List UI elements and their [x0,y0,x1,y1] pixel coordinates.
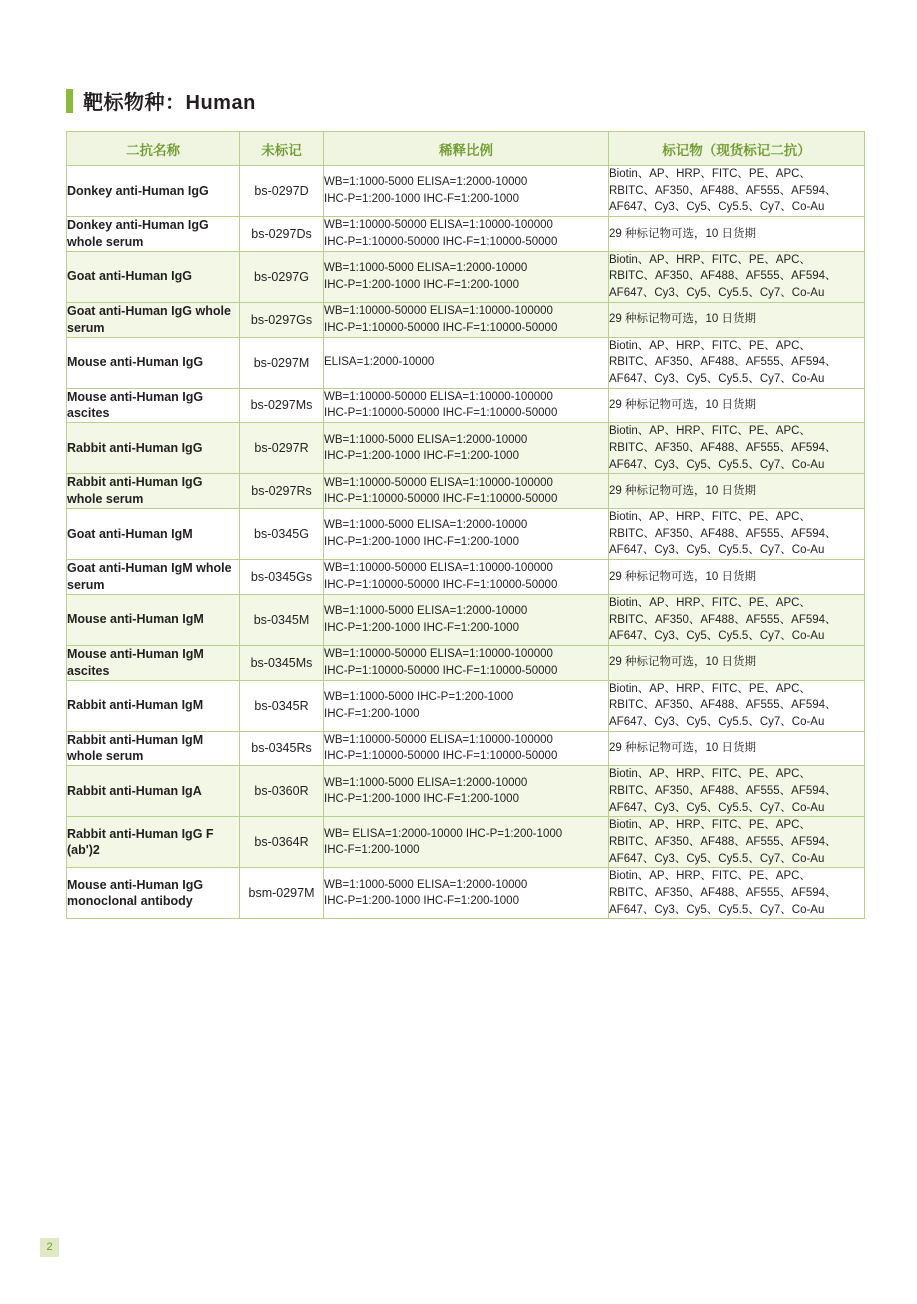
conjugate-line: RBITC、AF350、AF488、AF555、AF594、 [609,527,837,540]
cell-conjugate-label [609,560,865,595]
cell-conjugate-label [609,251,865,302]
table-row [67,560,865,595]
cell-catalog-code: bs-0345Ms [240,645,324,680]
table-row [67,868,865,919]
table-row [67,731,865,766]
conjugate-line: 29 种标记物可选，10 日货期 [609,313,756,326]
conjugate-line: Biotin、AP、HRP、FITC、PE、APC、 [609,819,811,832]
conjugate-line: 29 种标记物可选，10 日货期 [609,742,756,755]
table-row [67,217,865,252]
table-row [67,302,865,337]
conjugate-line: RBITC、AF350、AF488、AF555、AF594、 [609,887,837,900]
cell-antibody-name: Goat anti-Human IgG [67,251,240,302]
conjugate-line: 29 种标记物可选，10 日货期 [609,570,756,583]
cell-dilution [324,217,609,252]
conjugate-line: 29 种标记物可选，10 日货期 [609,484,756,497]
cell-dilution [324,594,609,645]
cell-dilution [324,509,609,560]
conjugate-line: Biotin、AP、HRP、FITC、PE、APC、 [609,168,811,180]
cell-conjugate-label [609,388,865,423]
dilution-line: WB=1:10000-50000 ELISA=1:10000-100000 [324,648,553,661]
dilution-line: WB=1:10000-50000 ELISA=1:10000-100000 [324,562,553,575]
conjugate-line: Biotin、AP、HRP、FITC、PE、APC、 [609,511,811,524]
dilution-line: WB=1:1000-5000 ELISA=1:2000-10000 [324,262,528,275]
cell-conjugate-label [609,166,865,217]
conjugate-line: Biotin、AP、HRP、FITC、PE、APC、 [609,425,811,438]
cell-dilution [324,868,609,919]
conjugate-line: RBITC、AF350、AF488、AF555、AF594、 [609,785,837,798]
cell-catalog-code: bs-0297Ds [240,217,324,252]
conjugate-line: AF647、Cy3、Cy5、Cy5.5、Cy7、Co-Au [609,630,825,643]
cell-catalog-code: bs-0297Gs [240,302,324,337]
conjugate-line: AF647、Cy3、Cy5、Cy5.5、Cy7、Co-Au [609,801,825,814]
cell-catalog-code: bs-0345Gs [240,560,324,595]
dilution-line: IHC-P=1:10000-50000 IHC-F=1:10000-50000 [324,578,558,591]
cell-antibody-name: Mouse anti-Human IgG ascites [67,388,240,423]
conjugate-line: RBITC、AF350、AF488、AF555、AF594、 [609,184,837,197]
column-header-name: 二抗名称 [67,132,240,166]
cell-dilution [324,302,609,337]
dilution-line: WB=1:1000-5000 ELISA=1:2000-10000 [324,176,528,189]
cell-conjugate-label [609,680,865,731]
conjugate-line: AF647、Cy3、Cy5、Cy5.5、Cy7、Co-Au [609,852,825,865]
conjugate-line: AF647、Cy3、Cy5、Cy5.5、Cy7、Co-Au [609,715,825,728]
cell-catalog-code: bs-0364R [240,817,324,868]
dilution-line: IHC-P=1:10000-50000 IHC-F=1:10000-50000 [324,750,558,763]
cell-catalog-code: bs-0297M [240,337,324,388]
table-row [67,645,865,680]
conjugate-line: Biotin、AP、HRP、FITC、PE、APC、 [609,682,811,695]
cell-antibody-name: Rabbit anti-Human IgM whole serum [67,731,240,766]
dilution-line: IHC-F=1:200-1000 [324,844,420,857]
dilution-line: ELISA=1:2000-10000 [324,356,435,369]
dilution-line: IHC-P=1:10000-50000 IHC-F=1:10000-50000 [324,321,558,334]
dilution-line: IHC-P=1:200-1000 IHC-F=1:200-1000 [324,536,519,549]
dilution-line: IHC-P=1:200-1000 IHC-F=1:200-1000 [324,793,519,806]
cell-catalog-code: bs-0345M [240,594,324,645]
column-header-code: 未标记 [240,132,324,166]
cell-catalog-code: bs-0297R [240,423,324,474]
cell-antibody-name: Donkey anti-Human IgG [67,166,240,217]
table-header-row [67,132,865,166]
conjugate-line: AF647、Cy3、Cy5、Cy5.5、Cy7、Co-Au [609,544,825,557]
cell-catalog-code: bs-0297D [240,166,324,217]
conjugate-line: 29 种标记物可选，10 日货期 [609,227,756,240]
table-row [67,474,865,509]
table-header [67,132,865,166]
cell-catalog-code: bs-0345G [240,509,324,560]
conjugate-line: RBITC、AF350、AF488、AF555、AF594、 [609,441,837,454]
conjugate-line: AF647、Cy3、Cy5、Cy5.5、Cy7、Co-Au [609,458,825,471]
conjugate-line: Biotin、AP、HRP、FITC、PE、APC、 [609,253,811,266]
cell-catalog-code: bs-0345R [240,680,324,731]
cell-conjugate-label [609,868,865,919]
cell-catalog-code: bsm-0297M [240,868,324,919]
table-row [67,423,865,474]
cell-conjugate-label [609,509,865,560]
conjugate-line: AF647、Cy3、Cy5、Cy5.5、Cy7、Co-Au [609,287,825,300]
conjugate-line: RBITC、AF350、AF488、AF555、AF594、 [609,356,837,369]
cell-dilution [324,337,609,388]
conjugate-line: 29 种标记物可选，10 日货期 [609,656,756,669]
cell-antibody-name: Rabbit anti-Human IgM [67,680,240,731]
title-accent-bar [66,89,73,113]
cell-dilution [324,645,609,680]
cell-antibody-name: Mouse anti-Human IgM [67,594,240,645]
cell-antibody-name: Mouse anti-Human IgG [67,337,240,388]
cell-conjugate-label [609,766,865,817]
secondary-antibody-table [66,131,865,919]
dilution-line: IHC-F=1:200-1000 [324,707,420,720]
cell-conjugate-label [609,337,865,388]
table-row [67,388,865,423]
cell-conjugate-label [609,474,865,509]
cell-conjugate-label [609,217,865,252]
dilution-line: WB=1:10000-50000 ELISA=1:10000-100000 [324,733,553,746]
cell-dilution [324,766,609,817]
cell-dilution [324,423,609,474]
conjugate-line: Biotin、AP、HRP、FITC、PE、APC、 [609,596,811,609]
conjugate-line: AF647、Cy3、Cy5、Cy5.5、Cy7、Co-Au [609,903,825,916]
cell-dilution [324,560,609,595]
page-title [66,86,256,115]
column-header-dilution: 稀释比例 [324,132,609,166]
dilution-line: WB= ELISA=1:2000-10000 IHC-P=1:200-1000 [324,827,563,840]
cell-conjugate-label [609,594,865,645]
cell-antibody-name: Mouse anti-Human IgG monoclonal antibody [67,868,240,919]
table-row [67,251,865,302]
dilution-line: IHC-P=1:10000-50000 IHC-F=1:10000-50000 [324,407,558,420]
cell-antibody-name: Rabbit anti-Human IgG F (ab')2 [67,817,240,868]
cell-dilution [324,474,609,509]
page-title-text: 靶标物种：Human [83,92,256,114]
cell-catalog-code: bs-0297Rs [240,474,324,509]
cell-conjugate-label [609,731,865,766]
table-row [67,817,865,868]
dilution-line: IHC-P=1:10000-50000 IHC-F=1:10000-50000 [324,493,558,506]
cell-conjugate-label [609,302,865,337]
dilution-line: IHC-P=1:200-1000 IHC-F=1:200-1000 [324,895,519,908]
cell-conjugate-label [609,645,865,680]
cell-antibody-name: Goat anti-Human IgG whole serum [67,302,240,337]
conjugate-line: Biotin、AP、HRP、FITC、PE、APC、 [609,870,811,883]
cell-conjugate-label [609,423,865,474]
cell-catalog-code: bs-0345Rs [240,731,324,766]
dilution-line: WB=1:10000-50000 ELISA=1:10000-100000 [324,390,553,403]
cell-catalog-code: bs-0360R [240,766,324,817]
dilution-line: IHC-P=1:200-1000 IHC-F=1:200-1000 [324,621,519,634]
conjugate-line: AF647、Cy3、Cy5、Cy5.5、Cy7、Co-Au [609,201,825,214]
cell-catalog-code: bs-0297Ms [240,388,324,423]
cell-antibody-name: Goat anti-Human IgM whole serum [67,560,240,595]
conjugate-line: Biotin、AP、HRP、FITC、PE、APC、 [609,768,811,781]
dilution-line: WB=1:1000-5000 ELISA=1:2000-10000 [324,878,528,891]
dilution-line: IHC-P=1:200-1000 IHC-F=1:200-1000 [324,193,519,205]
cell-dilution [324,817,609,868]
table-row [67,680,865,731]
cell-antibody-name: Rabbit anti-Human IgG whole serum [67,474,240,509]
table-row [67,166,865,217]
dilution-line: WB=1:1000-5000 ELISA=1:2000-10000 [324,605,528,618]
table-row [67,337,865,388]
conjugate-line: Biotin、AP、HRP、FITC、PE、APC、 [609,339,811,352]
conjugate-line: 29 种标记物可选，10 日货期 [609,399,756,412]
table-row [67,594,865,645]
dilution-line: WB=1:10000-50000 ELISA=1:10000-100000 [324,219,553,232]
conjugate-line: RBITC、AF350、AF488、AF555、AF594、 [609,699,837,712]
dilution-line: IHC-P=1:10000-50000 IHC-F=1:10000-50000 [324,235,558,248]
table-row [67,766,865,817]
cell-conjugate-label [609,817,865,868]
column-header-label: 标记物（现货标记二抗） [609,132,865,166]
dilution-line: WB=1:1000-5000 ELISA=1:2000-10000 [324,776,528,789]
table-body [67,166,865,919]
cell-dilution [324,731,609,766]
dilution-line: IHC-P=1:200-1000 IHC-F=1:200-1000 [324,278,519,291]
dilution-line: WB=1:10000-50000 ELISA=1:10000-100000 [324,476,553,489]
dilution-line: IHC-P=1:10000-50000 IHC-F=1:10000-50000 [324,664,558,677]
dilution-line: WB=1:1000-5000 ELISA=1:2000-10000 [324,433,528,446]
cell-catalog-code: bs-0297G [240,251,324,302]
cell-dilution [324,166,609,217]
dilution-line: IHC-P=1:200-1000 IHC-F=1:200-1000 [324,450,519,463]
table-row [67,509,865,560]
conjugate-line: RBITC、AF350、AF488、AF555、AF594、 [609,613,837,626]
cell-dilution [324,388,609,423]
conjugate-line: RBITC、AF350、AF488、AF555、AF594、 [609,836,837,849]
cell-antibody-name: Goat anti-Human IgM [67,509,240,560]
conjugate-line: RBITC、AF350、AF488、AF555、AF594、 [609,270,837,283]
cell-antibody-name: Mouse anti-Human IgM ascites [67,645,240,680]
page-number-badge: 2 [40,1238,59,1257]
conjugate-line: AF647、Cy3、Cy5、Cy5.5、Cy7、Co-Au [609,372,825,385]
cell-antibody-name: Donkey anti-Human IgG whole serum [67,217,240,252]
dilution-line: WB=1:1000-5000 IHC-P=1:200-1000 [324,690,514,703]
cell-antibody-name: Rabbit anti-Human IgA [67,766,240,817]
dilution-line: WB=1:10000-50000 ELISA=1:10000-100000 [324,304,553,317]
cell-dilution [324,680,609,731]
cell-antibody-name: Rabbit anti-Human IgG [67,423,240,474]
dilution-line: WB=1:1000-5000 ELISA=1:2000-10000 [324,519,528,532]
cell-dilution [324,251,609,302]
